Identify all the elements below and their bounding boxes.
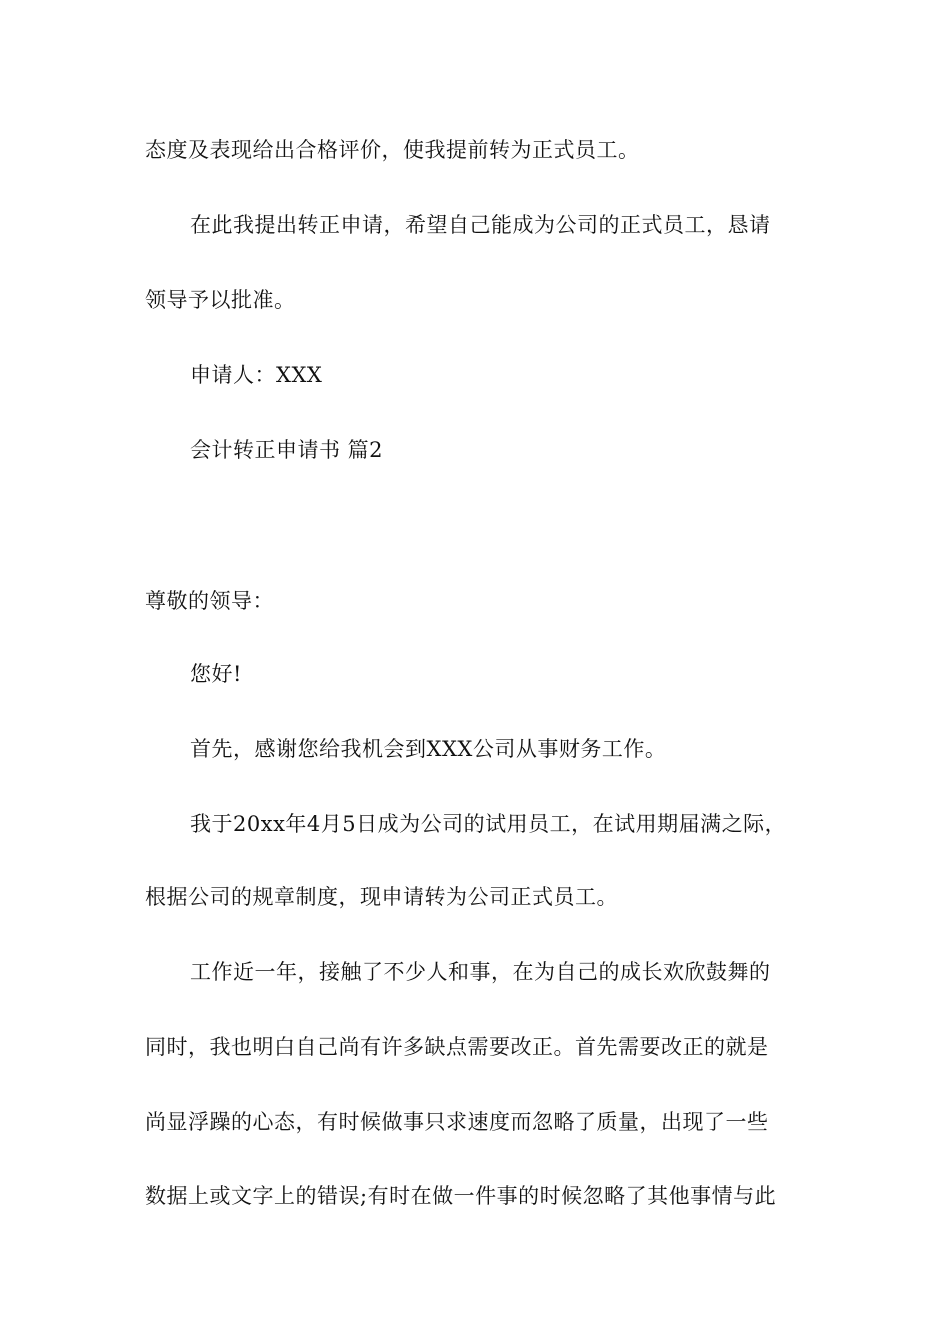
section-heading: 会计转正申请书 篇2 xyxy=(190,438,384,462)
body-text-line: 根据公司的规章制度，现申请转为公司正式员工。 xyxy=(145,885,618,909)
body-text-line: 首先，感谢您给我机会到XXX公司从事财务工作。 xyxy=(190,737,667,761)
body-text-line: 尚显浮躁的心态，有时候做事只求速度而忽略了质量，出现了一些 xyxy=(145,1110,769,1134)
body-text-line: 领导予以批准。 xyxy=(145,288,296,312)
body-text-line: 同时，我也明白自己尚有许多缺点需要改正。首先需要改正的就是 xyxy=(145,1035,769,1059)
body-text-line: 在此我提出转正申请，希望自己能成为公司的正式员工，恳请 xyxy=(190,213,771,237)
signature-line: 申请人：XXX xyxy=(190,363,323,387)
body-text-line: 我于20xx年4月5日成为公司的试用员工，在试用期届满之际， xyxy=(190,812,787,836)
body-text-line: 态度及表现给出合格评价，使我提前转为正式员工。 xyxy=(145,138,640,162)
body-text-line: 工作近一年，接触了不少人和事，在为自己的成长欢欣鼓舞的 xyxy=(190,960,771,984)
greeting: 您好! xyxy=(190,662,242,686)
body-text-line: 数据上或文字上的错误;有时在做一件事的时候忽略了其他事情与此 xyxy=(145,1184,777,1208)
salutation: 尊敬的领导： xyxy=(145,589,274,613)
